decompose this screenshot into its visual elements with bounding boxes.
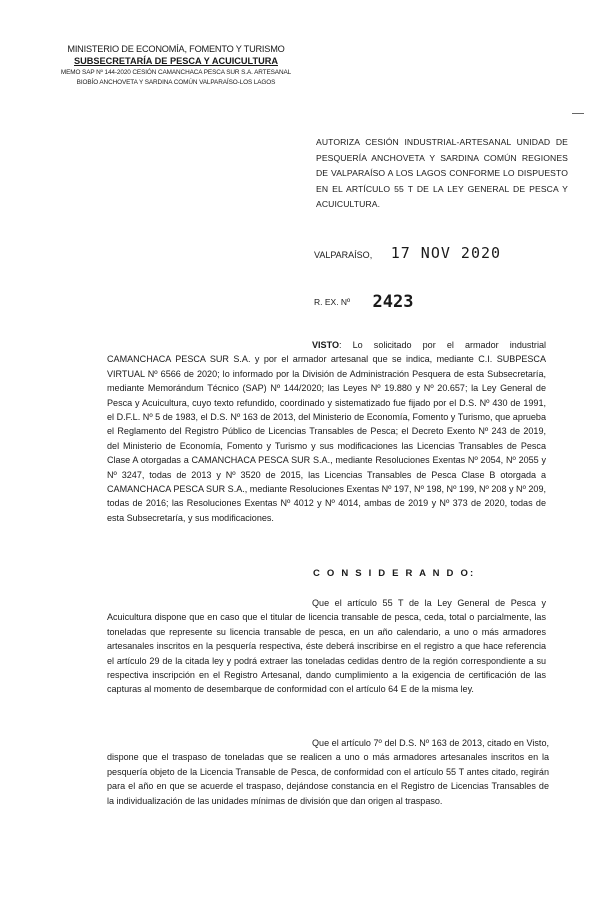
place: VALPARAÍSO, xyxy=(314,250,373,260)
visto-text: : Lo solicitado por el armador industrial CAMANCHACA PESCA SUR S.A. y por el armador artesanal que se indica, mediante C.I. SUBPESCA VIRTUAL Nº 6566 de 2020; lo informado por la División de Administración Pesquera de esta Subsecretaría, mediante Memorándum Técnico (SAP) Nº 144/2020; las Leyes Nº 19.880 y Nº 20.657; la Ley General de Pesca y Acuicultura, cuyo texto refundido, coordinado y sistematizado fue fijado por el D.S. Nº 430 de 1991, el D.F.L. Nº 5 de 1983, el D.S. Nº 163 de 2013, del Ministerio de Economía, Fomento y Turismo, que aprueba el Reglamento del Registro Público de Licencias Transables de Pesca; el Decreto Exento Nº 243 de 2019, del Ministerio de Economía, Fomento y Turismo y sus modificaciones las Licencias Transables de Pesca Clase A otorgadas a CAMANCHACA PESCA SUR S.A., mediante Resoluciones Exentas Nº 2054, Nº 2055 y Nº 3247, todas de 2013 y Nº 3520 de 2015, las Licencias Transables de Pesca Clase B otorgada a CAMANCHACA PESCA SUR S.A., mediante Resoluciones Exentas Nº 197, Nº 198, Nº 199, Nº 208 y Nº 209, todas de 2016; las Resoluciones Exentas Nº 4012 y Nº 4014, ambas de 2019 y Nº 373 de 2020, todas de esta Subsecretaría, y sus modificaciones. xyxy=(107,340,546,523)
subsecretaria-name: SUBSECRETARÍA DE PESCA Y ACUICULTURA xyxy=(73,56,278,66)
rex-label: R. EX. Nº xyxy=(314,297,351,307)
visto-paragraph xyxy=(107,338,546,525)
visto-label: VISTO xyxy=(312,340,339,350)
place-date xyxy=(314,244,501,262)
date-stamp: 17 NOV 2020 xyxy=(390,244,502,262)
considerando-paragraph-2: Que el artículo 7º del D.S. Nº 163 de 2013, citado en Visto, dispone que el traspaso de toneladas que se realicen a uno o más armadores artesanales inscritos en la pesquería objeto de la Licencia Transable de Pesca, de conformidad con el artículo 55 T antes citado, regirán para el año en que se acuerde el traspaso, dejándose constancia en el Registro de Licencias Transables de la individualización de las unidades mínimas de división que dan origen al traspaso. xyxy=(107,738,549,806)
resolution-number xyxy=(314,292,414,312)
ministry-name: MINISTERIO DE ECONOMÍA, FOMENTO Y TURISMO xyxy=(67,44,285,54)
rex-number: 2423 xyxy=(372,292,414,312)
considerando-paragraph-1: Que el artículo 55 T de la Ley General de Pesca y Acuicultura dispone que en caso que el titular de licencia transable de pesca, ceda, total o parcialmente, las toneladas que represente su licencia transable de pesca, en un año calendario, a uno o más armadores artesanales inscritos en la pesquería respectiva, éste deberá inscribirse en el registro a que hace referencia el artículo 29 de la citada ley y podrá extraer las toneladas cedidas dentro de la región correspondiente a su respectiva inscripción en el Registro Artesanal, dando cumplimiento a la exigencia de certificación de las capturas al momento de desembarque de conformidad con el artículo 64 E de la misma ley. xyxy=(107,598,546,695)
resolution-title: AUTORIZA CESIÓN INDUSTRIAL-ARTESANAL UNIDAD DE PESQUERÍA ANCHOVETA Y SARDINA COMÚN REGIONES DE VALPARAÍSO A LOS LAGOS CONFORME LO DISPUESTO EN EL ARTÍCULO 55 T DE LA LEY GENERAL DE PESCA Y ACUICULTURA. xyxy=(316,137,568,210)
letterhead xyxy=(56,44,296,88)
memo-reference: MEMO SAP Nº 144-2020 CESIÓN CAMANCHACA PESCA SUR S.A. ARTESANAL BIOBÍO ANCHOVETA Y SARDINA COMÚN VALPARAÍSO-LOS LAGOS xyxy=(60,69,292,86)
margin-mark xyxy=(572,113,584,114)
considerando-heading: C O N S I D E R A N D O: xyxy=(313,568,476,579)
